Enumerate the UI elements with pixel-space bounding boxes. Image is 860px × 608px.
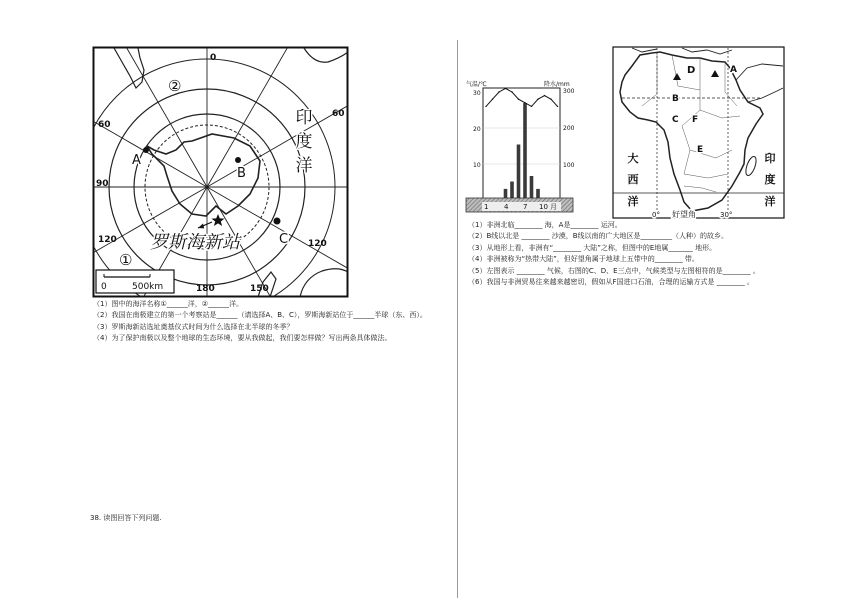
map-frame xyxy=(613,47,784,218)
point-a-label: A xyxy=(132,153,141,168)
station-a-marker xyxy=(143,147,149,153)
lon-label-bottom-right: 150 xyxy=(250,284,269,294)
antarctic-map xyxy=(92,46,349,298)
lon-label-left: 90 xyxy=(96,179,109,189)
climate-chart xyxy=(462,78,578,216)
svg-text:西: 西 xyxy=(627,173,639,186)
temperature-point xyxy=(550,99,551,100)
temperature-point xyxy=(544,95,545,96)
lon-30-label: 30° xyxy=(720,211,733,219)
chart-frame xyxy=(483,88,560,200)
question-left-2: （2）我国在南极建立的第一个考察站是______（请选择A、B、C），罗斯海新站位于______半球（东、西）。 xyxy=(93,311,427,320)
svg-text:洋: 洋 xyxy=(627,195,639,208)
lon-label-lower-left: 120 xyxy=(98,235,117,245)
ocean-2-marker: ② xyxy=(168,77,182,95)
point-c-label: C xyxy=(279,232,289,247)
africa-map xyxy=(612,46,785,222)
lon-label-top: 0 xyxy=(210,53,217,63)
point-d-label: D xyxy=(687,65,696,76)
lon-label-bottom: 180 xyxy=(196,284,215,294)
indian-ocean-label xyxy=(764,151,776,208)
questions-right xyxy=(468,220,760,288)
svg-text:大: 大 xyxy=(627,152,639,165)
temperature-point xyxy=(511,91,512,92)
precipitation-bar xyxy=(517,145,521,201)
lon-label-upper-right: 60 xyxy=(332,109,345,119)
month-tick: 月 xyxy=(550,203,557,211)
page-divider xyxy=(457,40,458,598)
questions-left xyxy=(93,299,427,345)
station-name-label: 罗斯海新站 xyxy=(150,232,240,253)
svg-text:度: 度 xyxy=(764,173,776,186)
question-right-3: （3）从地形上看，非洲有“________ 大陆”之称，但图中的E地属_______ 地形。 xyxy=(468,243,717,252)
temperature-point xyxy=(557,106,558,107)
svg-text:印: 印 xyxy=(764,152,776,165)
question-left-3: （3）罗斯海新站选址奠基仪式时间为什么选择在北半球的冬季？ xyxy=(93,322,294,331)
temperature-point xyxy=(485,106,486,107)
point-b-label: B xyxy=(237,166,246,181)
y-right-tick: 200 xyxy=(563,125,575,132)
month-tick: 1 xyxy=(484,203,489,211)
y-left-axis-label: 气温/℃ xyxy=(466,81,487,88)
point-f-label: F xyxy=(692,115,699,125)
station-c-marker xyxy=(274,218,281,225)
precipitation-bar xyxy=(510,182,514,201)
svg-text:洋: 洋 xyxy=(764,195,776,208)
temperature-point xyxy=(498,91,499,92)
question-right-6: （6）我国与非洲贸易往来越来越密切，假如从F国进口石油，合理的运输方式是 ________ 。 xyxy=(468,277,754,286)
precipitation-bar xyxy=(530,176,534,200)
question-right-2: （2）B线以北是 ________ 沙漠，B线以南的广大地区是_________（人种）的故乡。 xyxy=(468,232,729,241)
indian-ocean-label xyxy=(296,108,313,176)
scale-distance: 500km xyxy=(132,282,164,292)
temperature-point xyxy=(531,106,532,107)
temperature-point xyxy=(537,99,538,100)
station-b-marker xyxy=(235,157,241,163)
month-tick: 4 xyxy=(504,203,509,211)
lon-label-upper-left: 60 xyxy=(98,120,111,130)
y-left-tick: 10 xyxy=(473,162,481,169)
question-left-4: （4）为了保护南极以及整个地球的生态环境，要从我做起，我们要怎样做？写出两条具体做法。 xyxy=(93,334,392,343)
month-tick: 10 xyxy=(539,203,548,211)
cape-label: 好望角 xyxy=(672,210,696,219)
question-left-1: （1）图中的海洋名称①______洋，②______洋。 xyxy=(93,300,244,308)
month-tick: 7 xyxy=(523,203,528,211)
question-right-1: （1）非洲北临________ 海，A是________ 运河。 xyxy=(468,221,622,229)
precipitation-bar xyxy=(523,103,527,200)
y-left-tick: 30 xyxy=(473,90,481,97)
svg-text:洋: 洋 xyxy=(295,156,313,176)
temperature-point xyxy=(524,102,525,103)
question-38-heading: 38. 读图回答下列问题. xyxy=(90,514,162,522)
question-right-5: （5）左图表示 ________ 气候，右图的C、D、E三点中，气候类型与左图相符的是________ 。 xyxy=(468,266,760,275)
point-b-label: B xyxy=(672,94,679,104)
temperature-point xyxy=(505,88,506,89)
y-left-tick: 20 xyxy=(473,126,481,133)
y-right-tick: 100 xyxy=(563,162,575,169)
scale-zero: 0 xyxy=(101,282,107,292)
svg-text:印: 印 xyxy=(295,108,313,128)
point-e-label: E xyxy=(697,145,704,155)
y-right-tick: 300 xyxy=(563,88,575,95)
y-right-axis-label: 降水/mm xyxy=(544,81,570,88)
ocean-1-marker: ① xyxy=(119,251,133,269)
question-right-4: （4）非洲被称为“热带大陆”，但好望角属于地球上五带中的________ 带。 xyxy=(468,255,699,264)
lon-label-lower-right: 120 xyxy=(308,239,327,249)
point-c-label: C xyxy=(672,115,679,125)
point-a-label: A xyxy=(730,65,737,75)
temperature-point xyxy=(492,99,493,100)
svg-text:度: 度 xyxy=(295,132,313,152)
temperature-point xyxy=(518,99,519,100)
atlantic-ocean-label xyxy=(627,151,639,208)
lon-0-label: 0° xyxy=(652,211,660,219)
